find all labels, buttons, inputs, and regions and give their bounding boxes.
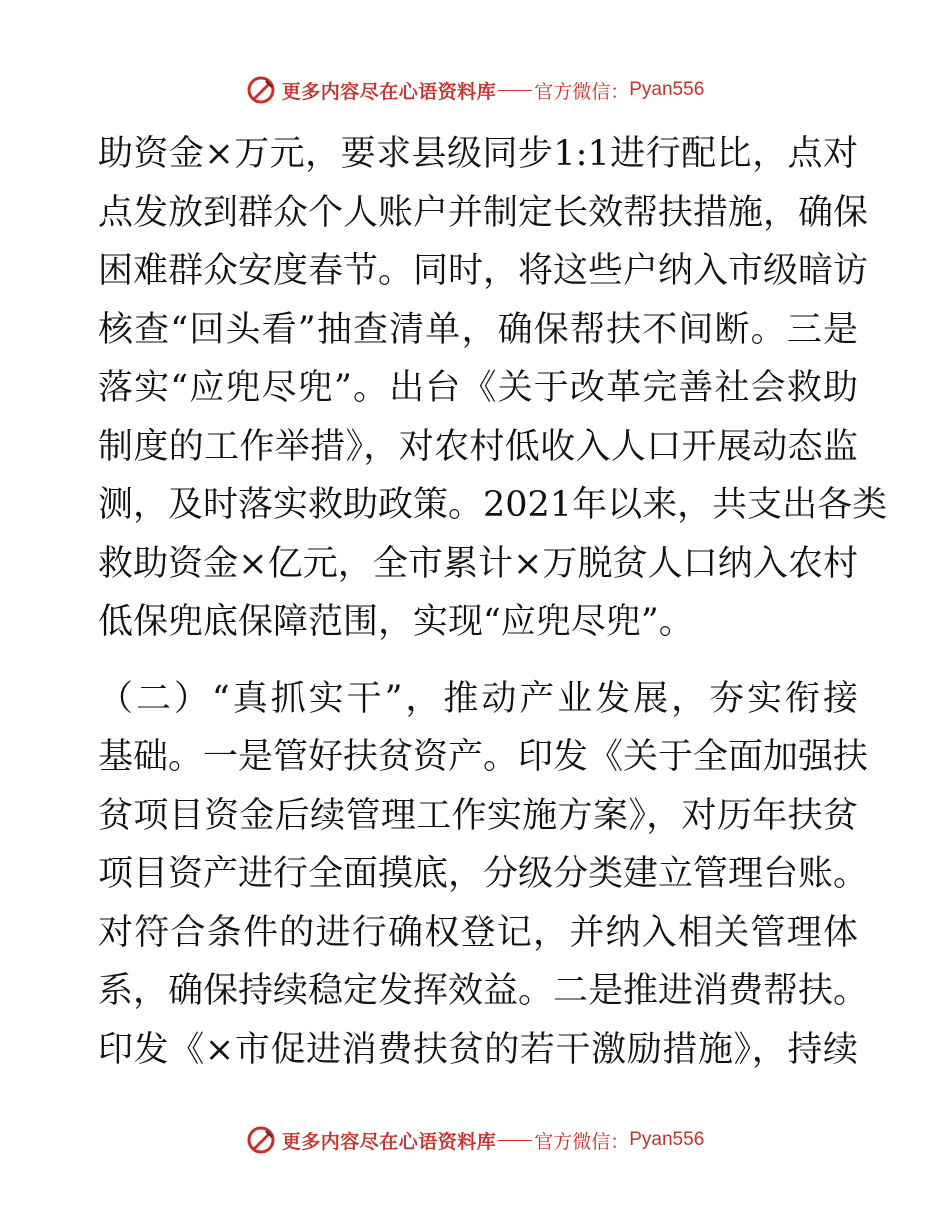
banner-brand: 更多内容尽在心语资料库 bbox=[281, 1130, 497, 1153]
header-banner bbox=[0, 70, 950, 110]
text-line: 测，及时落实救助政策。2021年以来，共支出各类 bbox=[98, 485, 888, 525]
text-line: 贫项目资金后续管理工作实施方案》，对历年扶贫 bbox=[98, 795, 858, 836]
banner-wechat-id: Pyan556 bbox=[629, 79, 705, 100]
quill-seal-icon bbox=[246, 1125, 276, 1155]
banner-brand: 更多内容尽在心语资料库 bbox=[281, 80, 497, 103]
paragraph-2 bbox=[98, 670, 869, 1080]
banner-divider bbox=[498, 90, 532, 91]
text-line: （二）“真抓实干”，推动产业发展，夯实衔接 bbox=[98, 678, 858, 719]
text-line: 救助资金×亿元，全市累计×万脱贫人口纳入农村 bbox=[98, 543, 858, 584]
banner-wechat-label: 官方微信： bbox=[534, 80, 630, 103]
quill-seal-icon bbox=[246, 75, 276, 105]
text-line: 低保兜底保障范围，实现“应兜尽兜”。 bbox=[98, 602, 694, 642]
text-line: 核查“回头看”抽查清单，确保帮扶不间断。三是 bbox=[98, 309, 858, 350]
text-line: 落实“应兜尽兜”。出台《关于改革完善社会救助 bbox=[98, 368, 858, 408]
banner-divider bbox=[498, 1140, 532, 1141]
banner-wechat-id: Pyan556 bbox=[629, 1129, 705, 1150]
text-line: 点发放到群众个人账户并制定长效帮扶措施，确保 bbox=[98, 192, 869, 233]
paragraph-gap bbox=[98, 652, 858, 670]
text-line: 印发《×市促进消费扶贫的若干激励措施》，持续 bbox=[98, 1029, 858, 1070]
text-line: 助资金×万元，要求县级同步1:1进行配比，点对 bbox=[98, 134, 858, 174]
document-body bbox=[98, 125, 888, 1079]
text-line: 系，确保持续稳定发挥效益。二是推进消费帮扶。 bbox=[98, 971, 869, 1011]
paragraph-1 bbox=[98, 125, 888, 652]
text-line: 基础。一是管好扶贫资产。印发《关于全面加强扶 bbox=[98, 737, 869, 777]
text-line: 对符合条件的进行确权登记，并纳入相关管理体 bbox=[98, 912, 858, 953]
footer-banner bbox=[0, 1120, 950, 1160]
text-line: 制度的工作举措》，对农村低收入人口开展动态监 bbox=[98, 426, 858, 467]
banner-wechat-label: 官方微信： bbox=[534, 1130, 630, 1153]
text-line: 困难群众安度春节。同时，将这些户纳入市级暗访 bbox=[98, 251, 869, 291]
text-line: 项目资产进行全面摸底，分级分类建立管理台账。 bbox=[98, 854, 869, 894]
